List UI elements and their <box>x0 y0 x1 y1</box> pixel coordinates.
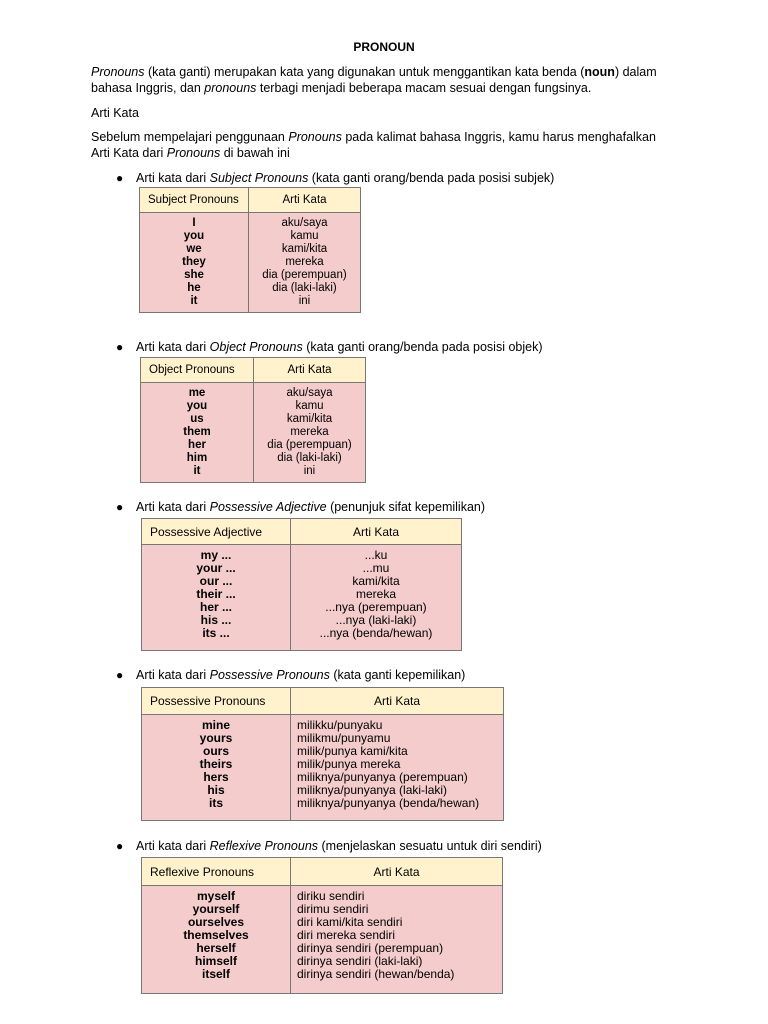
intro-italic-pronouns: pronouns <box>204 81 257 95</box>
table-col1 <box>142 715 291 821</box>
table-cell: ...ku <box>364 548 388 562</box>
intro-text: ) dalam <box>614 65 657 79</box>
table-cell: his ... <box>200 613 232 627</box>
table-cell: us <box>190 413 204 425</box>
table-header: Arti Kata <box>254 358 366 383</box>
bullet-text: Arti kata dari <box>136 171 210 185</box>
table-cell: ...nya (perempuan) <box>325 600 427 614</box>
bullet-italic: Possessive Adjective <box>209 500 327 514</box>
table-cell: mine <box>201 718 230 732</box>
bullet-text: Arti kata dari <box>136 668 210 682</box>
intro-text: terbagi menjadi beberapa macam sesuai dengan fungsinya. <box>256 81 592 95</box>
page-title: PRONOUN <box>353 40 415 54</box>
table-header: Subject Pronouns <box>140 188 249 213</box>
intro-bold-noun: noun <box>584 65 615 79</box>
table-cell: his <box>207 783 225 797</box>
table-cell: theirs <box>199 757 233 771</box>
table-header: Arti Kata <box>291 688 504 715</box>
table-cell: dirimu sendiri <box>297 902 369 916</box>
table-cell: I <box>192 217 196 229</box>
bullet-text: (kata ganti orang/benda pada posisi objek) <box>302 340 543 354</box>
table-cell: milik/punya kami/kita <box>297 744 408 758</box>
table-cell: dirinya sendiri (hewan/benda) <box>297 967 455 981</box>
bullet-text: (menjelaskan sesuatu untuk diri sendiri) <box>318 839 542 853</box>
table-cell: miliknya/punyanya (laki-laki) <box>297 783 448 797</box>
table-header: Arti Kata <box>249 188 361 213</box>
table-cell: milikmu/punyamu <box>297 731 391 745</box>
possessive-adjective-table <box>141 518 462 651</box>
bullet-text: (kata ganti kepemilikan) <box>329 668 466 682</box>
table-cell: ours <box>202 744 229 758</box>
table-cell: they <box>182 256 206 268</box>
table-cell: kami/kita <box>286 413 333 425</box>
bullet-dot-icon: ● <box>116 340 124 354</box>
intro-text: di bawah ini <box>220 146 290 160</box>
table-cell: mereka <box>290 426 329 438</box>
table-col1 <box>142 545 291 651</box>
table-cell: ...mu <box>362 561 390 575</box>
table-cell: dia (perempuan) <box>262 269 347 281</box>
table-cell: kamu <box>290 230 319 242</box>
table-cell: we <box>186 243 202 255</box>
table-cell: themselves <box>183 928 249 942</box>
table-cell: her ... <box>199 600 232 614</box>
bullet-dot-icon: ● <box>116 839 124 853</box>
table-cell: me <box>188 387 206 399</box>
bullet-text: (penunjuk sifat kepemilikan) <box>326 500 486 514</box>
table-cell: kamu <box>295 400 324 412</box>
intro-italic-pronouns: Pronouns <box>166 146 221 160</box>
table-cell: ourselves <box>187 915 245 929</box>
table-cell: diri kami/kita sendiri <box>297 915 403 929</box>
table-cell: my ... <box>200 548 232 562</box>
table-cell: them <box>183 426 211 438</box>
table-cell: ...nya (laki-laki) <box>335 613 417 627</box>
table-cell: it <box>190 295 198 307</box>
table-cell: ini <box>303 465 316 477</box>
bullet-reflexive-pronouns <box>116 838 542 854</box>
table-cell: diri mereka sendiri <box>297 928 396 942</box>
table-cell: yourself <box>192 902 240 916</box>
table-cell: milik/punya mereka <box>297 757 401 771</box>
table-cell: yours <box>199 731 233 745</box>
intro-text: pada kalimat bahasa Inggris, kamu harus menghafalkan <box>341 130 656 144</box>
intro-text: Arti Kata dari <box>91 146 167 160</box>
possessive-pronouns-table <box>141 687 504 821</box>
table-col1 <box>140 213 249 313</box>
table-cell: ini <box>298 295 311 307</box>
bullet-possessive-adjective <box>116 499 485 515</box>
subject-pronouns-table <box>139 187 361 313</box>
table-cell: their ... <box>196 587 236 601</box>
intro-text: Sebelum mempelajari penggunaan <box>91 130 289 144</box>
intro-italic-pronouns: Pronouns <box>288 130 342 144</box>
table-cell: aku/saya <box>286 387 333 399</box>
bullet-dot-icon: ● <box>116 500 124 514</box>
table-col1 <box>141 383 254 483</box>
table-header: Possessive Adjective <box>142 519 291 545</box>
table-cell: mereka <box>355 587 396 601</box>
table-cell: kami/kita <box>352 574 400 588</box>
bullet-dot-icon: ● <box>116 668 124 682</box>
table-header: Object Pronouns <box>141 358 254 383</box>
table-cell: its ... <box>202 626 230 640</box>
table-cell: itself <box>201 967 230 981</box>
bullet-italic: Reflexive Pronouns <box>209 839 319 853</box>
table-cell: he <box>187 282 201 294</box>
intro-text: (kata ganti) merupakan kata yang digunakan untuk menggantikan kata benda ( <box>144 65 585 79</box>
table-cell: dirinya sendiri (laki-laki) <box>297 954 423 968</box>
object-pronouns-table <box>140 357 366 483</box>
bullet-subject-pronouns <box>116 170 554 186</box>
bullet-italic: Object Pronouns <box>209 340 303 354</box>
table-col2 <box>291 886 503 994</box>
table-cell: diriku sendiri <box>297 889 365 903</box>
table-cell: aku/saya <box>281 217 328 229</box>
table-col2 <box>249 213 361 313</box>
bullet-text: (kata ganti orang/benda pada posisi subjek) <box>308 171 555 185</box>
intro-paragraph <box>91 64 691 96</box>
bullet-possessive-pronouns <box>116 667 465 683</box>
bullet-dot-icon: ● <box>116 171 124 185</box>
intro-italic-pronouns: Pronouns <box>91 65 145 79</box>
table-col2 <box>291 545 462 651</box>
table-cell: you <box>183 230 205 242</box>
table-col2 <box>291 715 504 821</box>
table-cell: miliknya/punyanya (perempuan) <box>297 770 468 784</box>
intro-text: bahasa Inggris, dan <box>91 81 205 95</box>
table-cell: its <box>208 796 223 810</box>
table-cell: hers <box>203 770 229 784</box>
table-col2 <box>254 383 366 483</box>
table-cell: dirinya sendiri (perempuan) <box>297 941 444 955</box>
table-cell: him <box>186 452 208 464</box>
table-cell: miliknya/punyanya (benda/hewan) <box>297 796 480 810</box>
table-cell: myself <box>196 889 236 903</box>
table-cell: her <box>188 439 206 451</box>
table-header: Possessive Pronouns <box>142 688 291 715</box>
table-cell: himself <box>194 954 237 968</box>
bullet-text: Arti kata dari <box>136 500 210 514</box>
table-cell: herself <box>196 941 236 955</box>
table-cell: your ... <box>196 561 236 575</box>
table-col1 <box>142 886 291 994</box>
table-cell: mereka <box>285 256 324 268</box>
table-cell: you <box>186 400 208 412</box>
table-header: Arti Kata <box>291 858 503 886</box>
bullet-text: Arti kata dari <box>136 839 210 853</box>
table-header: Arti Kata <box>291 519 462 545</box>
bullet-object-pronouns <box>116 339 543 355</box>
section-heading: Arti Kata <box>91 106 139 120</box>
table-cell: dia (laki-laki) <box>272 282 337 294</box>
table-cell: it <box>193 465 201 477</box>
bullet-italic: Possessive Pronouns <box>209 668 330 682</box>
bullet-text: Arti kata dari <box>136 340 210 354</box>
table-cell: our ... <box>199 574 233 588</box>
table-cell: dia (laki-laki) <box>277 452 342 464</box>
table-header: Reflexive Pronouns <box>142 858 291 886</box>
table-cell: she <box>184 269 204 281</box>
reflexive-pronouns-table <box>141 857 503 994</box>
bullet-italic: Subject Pronouns <box>209 171 309 185</box>
table-cell: dia (perempuan) <box>267 439 352 451</box>
table-cell: ...nya (benda/hewan) <box>319 626 433 640</box>
intro-paragraph-2 <box>91 129 691 161</box>
table-cell: milikku/punyaku <box>297 718 383 732</box>
table-cell: kami/kita <box>281 243 328 255</box>
